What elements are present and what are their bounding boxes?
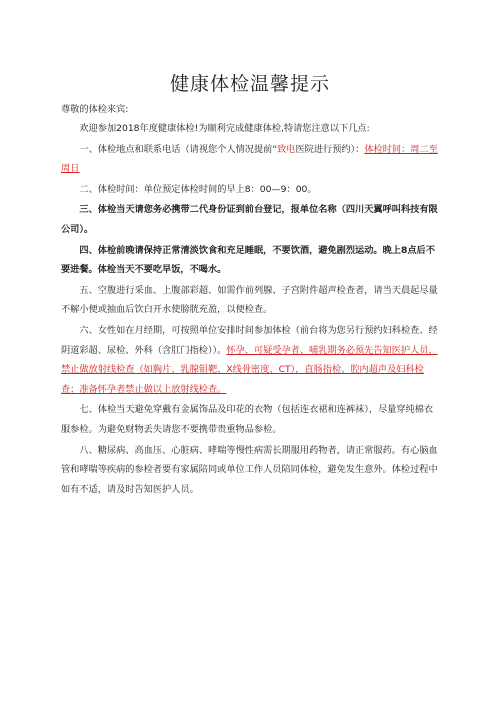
page-title: 健康体检温馨提示 — [169, 73, 330, 95]
item-1-text-c: 医院进行预约）： — [295, 143, 365, 155]
item-2: 二、体检时间：单位预定体检时间的早上8：00—9：00。 — [79, 183, 317, 195]
item-4: 四、体检前晚请保持正常清淡饮食和充足睡眠，不要饮酒，避免剧烈运动。晚上8点后不要进餐。体检当天不要吃早饭，不喝水。 — [61, 244, 435, 276]
item-6-warning: 怀孕、可疑受孕者、哺乳期务必预先告知医护人员，禁止做放射线检查（如胸片、乳腺钼靶、X线骨密度、CT），直肠指检、腔内超声及妇科检查；准备怀孕者禁止做以上放射线检查。 — [61, 344, 438, 395]
item-5: 五、空腹进行采血、上腹部彩超、如需作前列腺、子宫附件超声检查者，请当天晨起尽量不解小便或抽血后饮白开水使膀胱充盈，以便检查。 — [61, 284, 438, 316]
item-1-text-a: 一、体检地点和联系电话（请视您个人情况提前“ — [79, 143, 278, 155]
item-1-time: 体检时间：周二至周日 — [61, 143, 438, 175]
document-body — [61, 119, 441, 499]
item-7: 七、体检当天避免穿戴有金属饰品及印花的衣物（包括连衣裙和连裤袜），尽量穿纯棉衣服参检。为避免财物丢失请您不要携带贵重物品参检。 — [61, 404, 434, 435]
greeting: 尊敬的体检来宾: — [61, 104, 129, 115]
item-6-text: 六、女性如在月经期，可按照单位安排时间参加体检（前台将为您另行预约妇科检查、经阴道彩超、尿检、外科（含肛门指检））。 — [61, 324, 438, 356]
item-8: 八、糖尿病、高血压、心脏病、哮喘等慢性病需长期服用药物者，请正常服药。有心脑血管和哮喘等疾病的参检者要有家属陪同或单位工作人员陪同体检，避免发生意外。体检过程中如有不适，请及时告知医护人员。 — [61, 444, 438, 495]
item-1-text-b: 致电 — [277, 143, 296, 155]
intro-paragraph: 欢迎参加2018年度健康体检!为顺利完成健康体检,特请您注意以下几点: — [79, 123, 370, 134]
item-3: 三、体检当天请您务必携带二代身份证到前台登记，报单位名称（四川天翼呼叫科技有限公司）。 — [61, 204, 438, 235]
item-6 — [61, 321, 441, 399]
item-1 — [61, 140, 441, 179]
